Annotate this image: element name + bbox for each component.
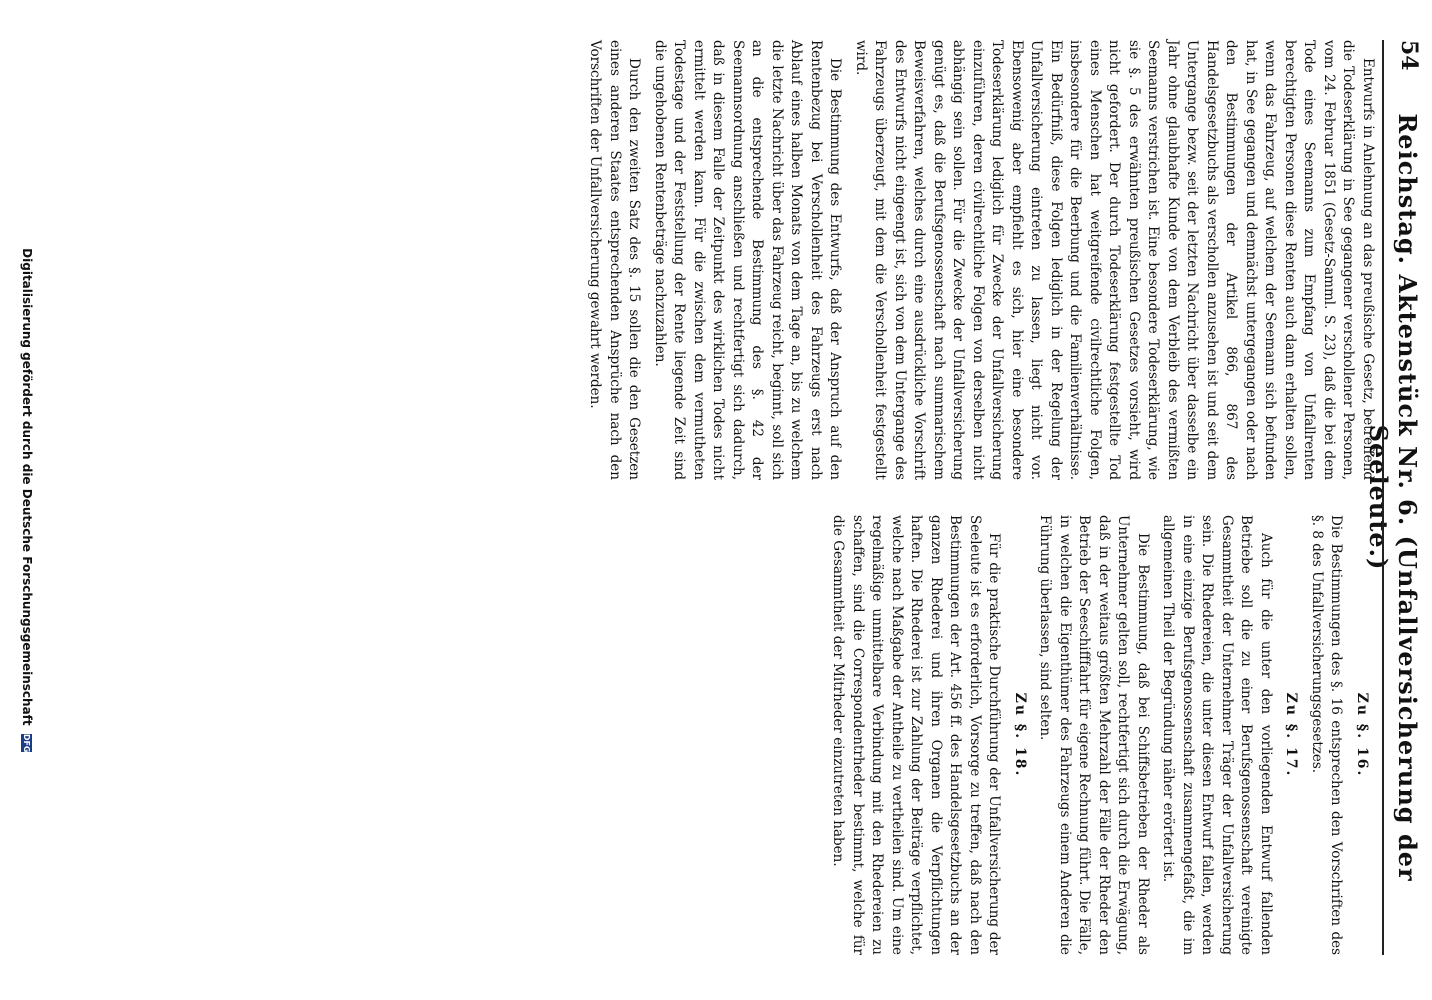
section-paragraph: Für die praktische Durchführung der Unfallversicherung der Seeleute ist es erforderlich, Vorsorge zu treffen, daß nach den Bestimmungen der Art. 456 ff. des Handelsgesetzbuchs an der ganzen Rhederei und ihren Organen die Verpflichtungen haften. Die Rhederei ist zur Zahlung der Beiträge verpflichtet, welche nach Maßgabe der Antheile zu vertheilen sind. Um eine regelmäßige unmittelbare Verbindung mit den Rhedereien zu schaffen, sind die Correspondentrheder bestimmt, welche für die Gesammtheit der Mitrheder einzutreten haben. <box>830 515 1003 955</box>
credit-text: Digitalisierung gefördert durch die Deutsche Forschungsgemeinschaft <box>20 248 34 726</box>
running-title: Reichstag. Aktenstück Nr. 6. (Unfallversicherung der Seeleute.) <box>1364 113 1422 882</box>
page-number: 54 <box>1396 40 1422 71</box>
dfg-logo-icon: DFG <box>22 733 31 753</box>
page-header <box>1364 40 1422 955</box>
section-paragraph: Auch für die unter den vorliegenden Entwurf fallenden Betriebe soll die zu einer Berufsgenossenschaft vereinigte Gesammtheit der Unternehmer Träger der Unfallversicherung sein. Die Rhedereien, die unter diesen Entwurf fallen, werden in eine einzige Berufsgenossenschaft zusammengefaßt, die im allgemeinen Theil der Begründung näher erörtert ist. <box>1160 515 1274 955</box>
digitization-credit <box>20 0 34 1000</box>
section-heading: Zu §. 17. <box>1283 692 1300 778</box>
left-paragraph: Die Bestimmung des Entwurfs, daß der Anspruch auf den Rentenbezug bei Verschollenheit des Fahrzeugs erst nach Ablauf eines halben Monats von dem Tage an, bis zu welchem die letzte Nachricht über das Fahrzeug reicht, beginnt, soll sich an die entsprechende Bestimmung des §. 42 der Seemannsordnung anschließen und rechtfertigt sich dadurch, daß in diesem Falle der Zeitpunkt des wirklichen Todes nicht ermittelt werden kann. Für die zwischen dem vermutheten Todestage und der Feststellung der Rente liegende Zeit sind die ungehobenen Rentenbeträge nachzuzahlen. <box>652 40 844 480</box>
left-paragraph: Entwurfs in Anlehnung an das preußische Gesetz, betreffend die Todeserklärung in See gegangener verschollener Personen, vom 24. Februar 1851 (Gesetz-Samml. S. 23), daß die bei dem Tode eines Seemanns zum Empfang von Unfallrenten berechtigten Personen diese Renten auch dann erhalten sollen, wenn das Fahrzeug, auf welchem der Seemann sich befunden hat, in See gegangen und demnächst untergegangen oder nach den Bestimmungen der Artikel 866, 867 des Handelsgesetzbuchs als verschollen anzusehen ist und seit dem Untergange bezw. seit der letzten Nachricht über dasselbe ein Jahr ohne glaubhafte Kunde von dem Verbleib des vermißten Seemanns verstrichen ist. Eine besondere Todeserklärung, wie sie §. 5 des erwähnten preußischen Gesetzes vorsieht, wird nicht gefordert. Der durch Todeserklärung festgestellte Tod eines Menschen hat weitgreifende civilrechtliche Folgen, insbesondere für die Beerbung und die Familienverhältnisse. Ein Bedürfniß, diese Folgen lediglich in der Regelung der Unfallversicherung eintreten zu lassen, liegt nicht vor. Ebensowenig aber empfiehlt es sich, hier eine besondere Todeserklärung lediglich für Zwecke der Unfallversicherung einzuführen, deren civilrechtliche Folgen von derselben nicht abhängig sein sollen. Für die Zwecke der Unfallversicherung genügt es, daß die Berufsgenossenschaft nach summarischem Beweisverfahren, welches durch eine ausdrückliche Vorschrift des Entwurfs nicht eingeengt ist, sich von dem Untergange des Fahrzeugs überzeugt, mit dem die Verschollenheit festgestellt wird. <box>853 40 1376 480</box>
section-paragraph: Die Bestimmungen des §. 16 entsprechen den Vorschriften des §. 8 des Unfallversicherungsgesetzes. <box>1309 515 1345 955</box>
left-paragraph: Durch den zweiten Satz des §. 15 sollen die den Gesetzen eines anderen Staates entsprechenden Ansprüche nach den Vorschriften der Unfallversicherung gewahrt werden. <box>587 40 643 480</box>
section-heading: Zu §. 18. <box>1012 692 1028 778</box>
left-column <box>579 40 1377 480</box>
header-rule <box>1382 40 1384 955</box>
section-heading: Zu §. 16. <box>1354 692 1370 778</box>
right-column <box>822 515 1377 955</box>
section-paragraph: Die Bestimmung, daß bei Schiffsbetrieben der Rheder als Unternehmer gelten soll, rechtfertigt sich durch die Erwägung, daß in der weitaus größten Mehrzahl der Fälle der Rheder den Betrieb der Seeschifffahrt für eigene Rechnung führt. Die Fälle, in welchen die Eigenthümer des Fahrzeugs einem Anderen die Führung überlassen, sind selten. <box>1037 515 1151 955</box>
